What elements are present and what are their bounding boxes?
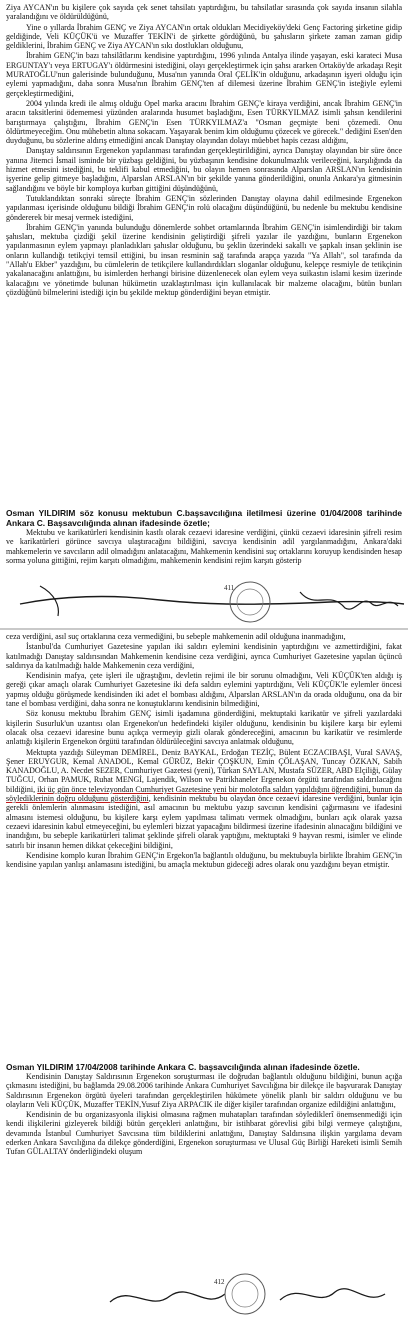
paragraph: İstanbul'da Cumhuriyet Gazetesine yapılan iki saldırı eylemini kendisinin yaptırdığını ve azmettirdiğini, fakat katılmadığı Danıştay saldırısından Mahkemenin kendisine ceza verdiğini, ayrıca Cumhuriyet Gazetesine yapılan üçüncü saldırıya da katılmadığı halde Mahkemenin ceza verdiğini, [6, 642, 402, 670]
section-heading: Osman YILDIRIM söz konusu mektubun C.başsavcılığına iletilmesi üzerine 01/04/2008 tarihinde Ankara C. Başsavcılığında alınan ifadesinde özetle; [6, 508, 402, 528]
signature-area [0, 1272, 408, 1320]
signature-stroke [110, 1292, 225, 1302]
paragraph: Kendisine komplo kuran İbrahim GENÇ'in Ergekon'la bağlantılı olduğunu, bu mektubuyla birlikte İbrahim GENÇ'in kendisine yapılan yanlışı anlamasını istediğini, bu amaçla mektubun gideceği adres olarak onu yazdığını beyan etmiştir. [6, 850, 402, 870]
section-testimony-part1 [6, 3, 402, 298]
paragraph: Kendisinin Danıştay Saldırısının Ergenekon soruşturması ile doğrudan bağlantılı olduğunu bildiğini, bunun açığa çıkmasını istediğini, bu bağlamda 29.08.2006 tarihinde Ankara Cumhuriyet Savcılığına bir dilekçe ile başvurarak Danıştay Saldırısının Ergenekon örgütü üyeleri tarafından gerçekleştirilen hükümete yönelik planlı bir saldırı olduğunu ve bu olayların Veli KÜÇÜK, Muzaffer TEKİN,Yusuf Ziya ARPACIK ile diğer kişiler tarafından organize edildiğini anlattığını, [6, 1072, 402, 1109]
signature-stroke [40, 586, 58, 616]
names-text-continued: , kendisinin mektubu bu olaydan önce cezaevi idaresine verdiğini, bunlar için gerekli önlemlerin alınmasını istediğini, asıl amacının bu mektubu yazıp savcının kendisini çağırmasını ve ifadesini almasını istemesi olduğunu, bu kişilere karşı eylem yapılması talimatı vermek olmadığını, bunları açık olarak yazsa cezaevi idaresinin kabul etmeyeceğini, bu eylemleri bizzat yapacağını bildirmesi üzerine ifadesinin alınacağını bildiğini ve inandığını, bu sebeple karikatürleri talimat şeklinde şifreli olarak yaptığını, mektuptaki 9 hayvan resmi, isimler ve elinde satırlı bir insanın hemen dikkat çekeceğini bildiğini, [6, 794, 403, 850]
paragraph: Tutuklandıktan sonraki süreçte İbrahim GENÇ'in sözlerinden Danıştay olayına dahil edilmesinde Ergenekon yapılanması içerisinde olduğunu bildiği İbrahim GENÇ'in rolü olacağını düşündüğünü, bu nedenle bu mektubu kendisine göndererek bir mesaj vermek istediğini, [6, 193, 402, 222]
stamp-inner-ring [232, 1281, 258, 1307]
stamp-icon [230, 582, 270, 622]
section-heading: Osman YILDIRIM 17/04/2008 tarihinde Ankara C. başsavcılığında alınan ifadesinde özetle. [6, 1062, 360, 1072]
paragraph: Kendisinin mafya, çete işleri ile uğraştığını, devletin rejimi ile bir sorunu olmadığını, Veli KÜÇÜK'ten aldığı iş gereği çıkar amaçlı olarak Cumhuriyet Gazetesine iki defa saldırı eylemini yaptırdığını, Veli KÜÇÜK'le eylemler öncesi yapmış olduğu görüşmede kendisinden iki adet el bombası aldığını, Alparslan ARSLAN'ın da orada olduğunu, ona da bir tane el bombası verdiğini, daha sonra ne konuştuklarını kendisinin bilmediğini, [6, 671, 402, 709]
underlined-text: iki üç gün önce televizyondan Cumhuriyet Gazetesine yeni bir molotofla saldırı yapıldığını öğrendiğini, bunun da söylediklerinin doğru olduğunu gösterdiğini [6, 784, 402, 804]
names-text: Mektupta yazdığı Süleyman DEMİREL, Deniz BAYKAL, Erdoğan TEZİÇ, Bülent ECZACIBAŞI, Vural SAVAŞ, Şener ERUYGUR, Kemal ANADOL, Kemal GÜRÜZ, Bekir ÇOŞKUN, Emin ÇÖLAŞAN, Tuncay ÖZKAN, Sabih KANADOĞLU, A. Necdet SEZER, Cumhuriyet Gazetesi (yeni), Türkan SAYLAN, Mustafa SÜZER, ABD Elçiliği, Gülay TUĞCU, Orhan PAMUK, Ruhat MENGİ, Lajendik, Wilson ve Patrikhaneler Ergenekon örgütü tarafından saldırılacağını bildiğini, [6, 747, 402, 794]
paragraph: Mektubu ve karikatürleri kendisinin kastlı olarak cezaevi idaresine verdiğini, çünkü cezaevi idaresinin şifreli resim ve karikatürleri görünce savcıya ulaştıracağını bildiğini, savcıya kendisinin adil yargılanmadığını, Ankara'daki mahkemelerin ve savcıların adil olmadığını anlatacağını, Mahkemenin kendisini suç ortaklarını koruyup kendisinden hesap sorma yoluna gittiğini, rejim karşıtı olmadığını, mahkemenin kendisini rejim karşıtı gösterip [6, 528, 402, 565]
signature-stamp-graphic [0, 580, 408, 626]
signature-stroke [300, 592, 398, 609]
paragraph-names-list [6, 748, 402, 850]
signature-stroke [280, 1289, 385, 1300]
paragraph: İbrahim GENÇ'in yanında bulunduğu dönemlerde sohbet ortamlarında İbrahim GENÇ'in isimlendirdiği bir takım şahısları, mektuba çizdiği şekil üzerine kendisinin geliştirdiği şifreli yazılar ile yazdığını, bunların Ergenekon yapılanmasının eylem yapmayı planladıkları şahıslar olduğunu, bu şeklin üzerindeki sakallı ve şapkalı insan şeklinin ise onların kullandığı tetikçiyi temsil ettiğini, bu insan resminin sağ tarafında arapça yazıda "Ya Allah", sol tarafında da "Allah'u Ekber" yazdığını, bu cümlelerin de tetikçilere kullandırdıkları sloganlar olduğunu, kelepçe resmiyle de tetikçinin yakalanacağını anlattığını, bu isimlerden herhangi birisine düzenlenecek olan eylem veya suikastın islami kesim üzerinde kalacağını ve yönetimde bulunan hükümetin uzaklaştırılması için kullanılacak bir malzeme olacağını, bütün bunları çözdüğünü bilmelerini istediği için bu şekilde mektup gönderdiğini beyan etmiştir. [6, 222, 402, 297]
paragraph: Danıştay saldırısının Ergenekon yapılanması tarafından gerçekleştirildiğini, ayrıca Danıştay olayından bir süre önce yanına Jitemci İsmail isminde bir yüzbaşı geldiğini, bu yüzbaşının kendisine dokunulmazlık verileceğini, karşılığında da hizmet etmesini istediğini, bu teklifi kabul etmediğini, bu olayın hemen sonrasında Alparslan ARSLAN'ın kendisinin işyerine gelip gitmeye başladığını, Alparslan ARSLAN'ın bir şekilde yanına gönderildiğini, onunla Ankara'ya gitmesinin sağlandığını ve böyle bir komploya kurban gittiğini düşündüğünü, [6, 146, 402, 193]
page-divider [0, 628, 408, 630]
paragraph: Ziya AYCAN'ın bu kişilere çok sayıda çek senet tahsilatı yaptırdığını, bu tahsilatlar sırasında çok sayıda insanın silahla yaralandığını ve öldürüldüğünü, [6, 3, 402, 22]
signature-stroke [20, 597, 404, 605]
paragraph: 2004 yılında kredi ile almış olduğu Opel marka aracını İbrahim GENÇ'e kiraya verdiğini, ancak İbrahim GENÇ'in aracın taksitlerini ödememesi yüzünden aralarında husumet başladığını, Esen TÜRKYILMAZ isimli şahsın kendilerini barıştırmaya çalıştığını, İbrahim GENÇ'in Esen TÜRKYILMAZ'a "Osman geçmişte beni çözemedi. Onu öldürtmeyeceğim. Onu mühebetin altına sokacam. Yaşayarak benim kim olduğumu çözecek ve görecek." dediğini Esen'den duyduğunu, bu sözlerine aldırış etmediğini ancak Danıştay olayından dolayı müebbet hapis cezası aldığını, [6, 98, 402, 146]
paragraph: İbrahim GENÇ'in bazı tahsilâtlarını kendisine yaptırdığını, 1996 yılında Antalya ilinde yaşayan, eski karateci Musa ERGUNTAY'ı veya ERTUGAY'ı öldürmesini istediğini, olayı gerçekleştirmek için şahsı ararken Ortaköy'de arkadaşı Reşit MURATOĞLU'nun galerisinde bulunduğunu, Musa'nın yanında Oral ÇELİK'in olduğunu, arkadaşının işyeri olduğu için eylemi yapmadığını, daha sonra Musa'nın İbrahim GENÇ'ten af dilemesi üzerine İbrahim GENÇ'in isteğiyle eylemi gerçekleştirmediğini, [6, 51, 402, 98]
paragraph: Yine o yıllarda İbrahim GENÇ ve Ziya AYCAN'ın ortak oldukları Mecidiyeköy'deki Genç Factoring şirketine gidip geldiğinde, Veli KÜÇÜK'ü ve Muzaffer TEKİN'i de şirkette gördüğünü, bu şahısların şirkete zaman zaman gidip geldiklerini, İbrahim GENÇ ve Ziya AYCAN'ın sıkı dostlukları olduğunu, [6, 22, 402, 51]
section-statement-17-04-2008 [6, 1062, 402, 1158]
paragraph: ceza verdiğini, asıl suç ortaklarına ceza vermediğini, bu sebeple mahkemenin adil olduğuna inanmadığını, [6, 632, 346, 641]
section-testimony-part2 [6, 632, 402, 870]
signature-area [0, 580, 408, 626]
section-statement-01-04-2008 [6, 508, 402, 566]
stamp-inner-ring [237, 589, 263, 615]
paragraph: Kendisinin de bu organizasyonla ilişkisi olmasına rağmen muhatapları tarafından söylediklerî önemsenmediği için kendi ilişkilerini gizleyerek bildiği bütün gerçekleri anlattığını, bir istihbarat görevlisi gibi bilgi vermeye çalıştığını, devamında İstanbul Cumhuriyet Savcısına tüm bildiklerini anlattığını, Danıştay Saldırısına ilişkin yargılama devam ederken Ankara Savcılığına da dilekçe gönderdiğini, Ergenekon soruşturması ve Ulusal Güç Birliği Hareketi isimli Semih Tufan GÜLALTAY önderliğindeki oluşum [6, 1110, 402, 1157]
page-number: 412 [214, 1278, 225, 1286]
page-number: 411 [224, 584, 235, 592]
paragraph: Söz konusu mektubu İbrahim GENÇ isimli işadamına gönderdiğini, mektuptaki karikatür ve şifreli yazılardaki kişilerin Susurluk'un uzantısı olan Ergenekon'un hedefindeki kişiler olduğunu, kendisinin bu kişilere karşı bir eylemi olacak olsa cezaevi idaresine bunu açıkça vermeyip gizli olarak göndereceğini, amacının bu karikatür ve resimlerde anlattığı kişilerin Ergenekon örgütü tarafından öldürüleceğini savcıya anlatmak olduğunu, [6, 709, 402, 747]
signature-stamp-graphic [0, 1272, 408, 1320]
stamp-icon [225, 1274, 265, 1314]
